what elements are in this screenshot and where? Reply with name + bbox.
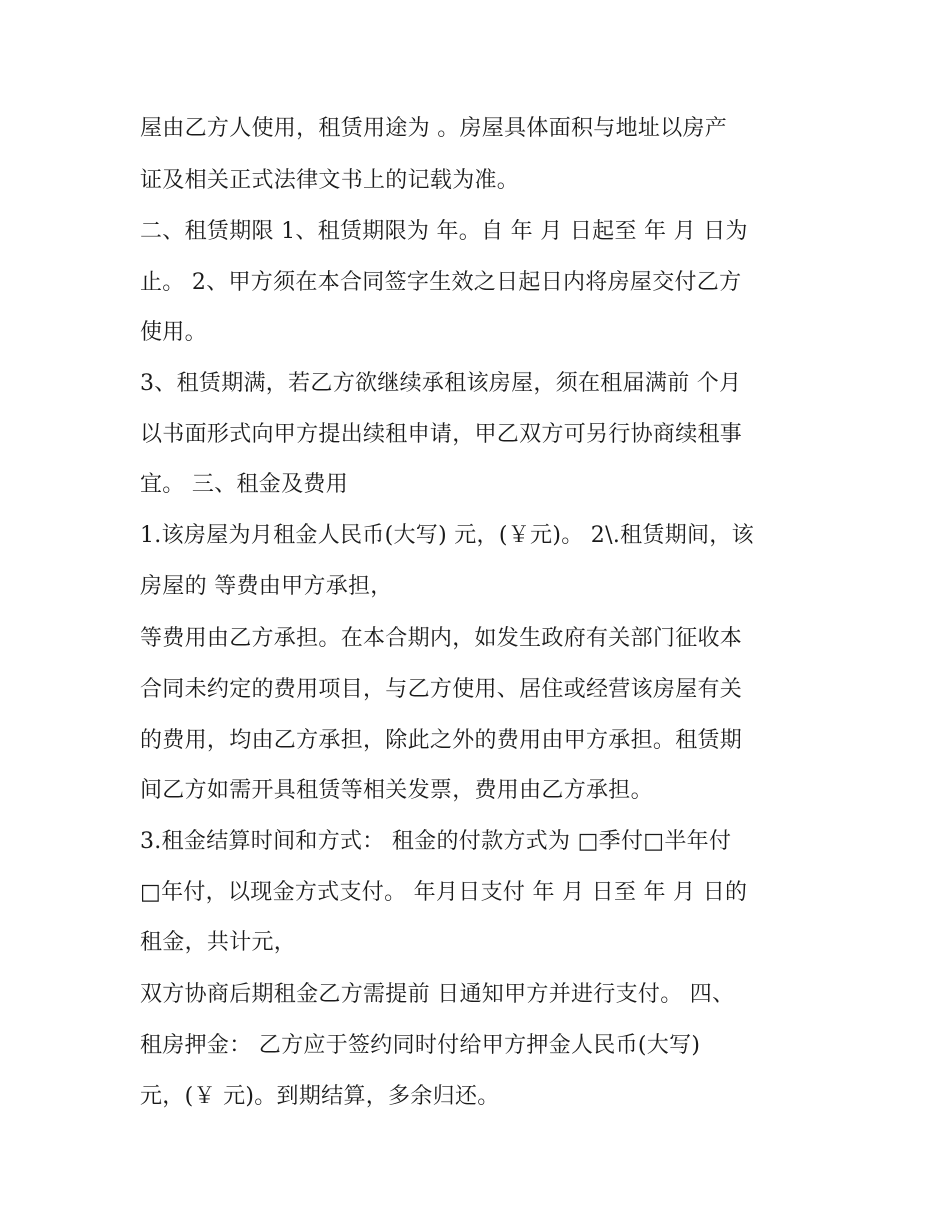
text-line: □年付，以现金方式支付。 年月日支付 年 月 日至 年 月 日的 (140, 880, 748, 905)
text-line: 等费用由乙方承担。在本合期内，如发生政府有关部门征收本 (140, 626, 743, 651)
text-line: 间乙方如需开具租赁等相关发票，费用由乙方承担。 (140, 778, 653, 803)
text-line: 合同未约定的费用项目，与乙方使用、居住或经营该房屋有关 (140, 677, 743, 702)
text-line: 租金，共计元， (140, 930, 297, 955)
text-line: 双方协商后期租金乙方需提前 日通知甲方并进行支付。 四、 (140, 982, 735, 1007)
text-line: 租房押金： 乙方应于签约同时付给甲方押金人民币(大写) (140, 1033, 701, 1058)
text-line: 二、租赁期限 1、租赁期限为 年。自 年 月 日起至 年 月 日为 (140, 219, 748, 244)
text-line: 证及相关正式法律文书上的记载为准。 (140, 168, 520, 193)
text-line: 使用。 (140, 320, 207, 345)
text-line: 房屋的 等费由甲方承担， (140, 574, 393, 599)
text-line: 3.租金结算时间和方式： 租金的付款方式为 □季付□半年付 (140, 829, 732, 854)
text-line: 元，(￥ 元)。到期结算，多余归还。 (140, 1084, 500, 1109)
text-line: 屋由乙方人使用，租赁用途为 。房屋具体面积与地址以房产 (140, 116, 728, 141)
text-line: 1.该房屋为月租金人民币(大写) 元，(￥元)。 2\.租赁期间，该 (140, 523, 754, 548)
text-line: 止。 2、甲方须在本合同签字生效之日起日内将房屋交付乙方 (140, 270, 742, 295)
text-line: 3、租赁期满，若乙方欲继续承租该房屋，须在租届满前 个月 (140, 371, 742, 396)
text-line: 宜。 三、租金及费用 (140, 472, 348, 497)
text-line: 以书面形式向甲方提出续租申请，甲乙双方可另行协商续租事 (140, 422, 743, 447)
text-line: 的费用，均由乙方承担，除此之外的费用由甲方承担。租赁期 (140, 728, 743, 753)
